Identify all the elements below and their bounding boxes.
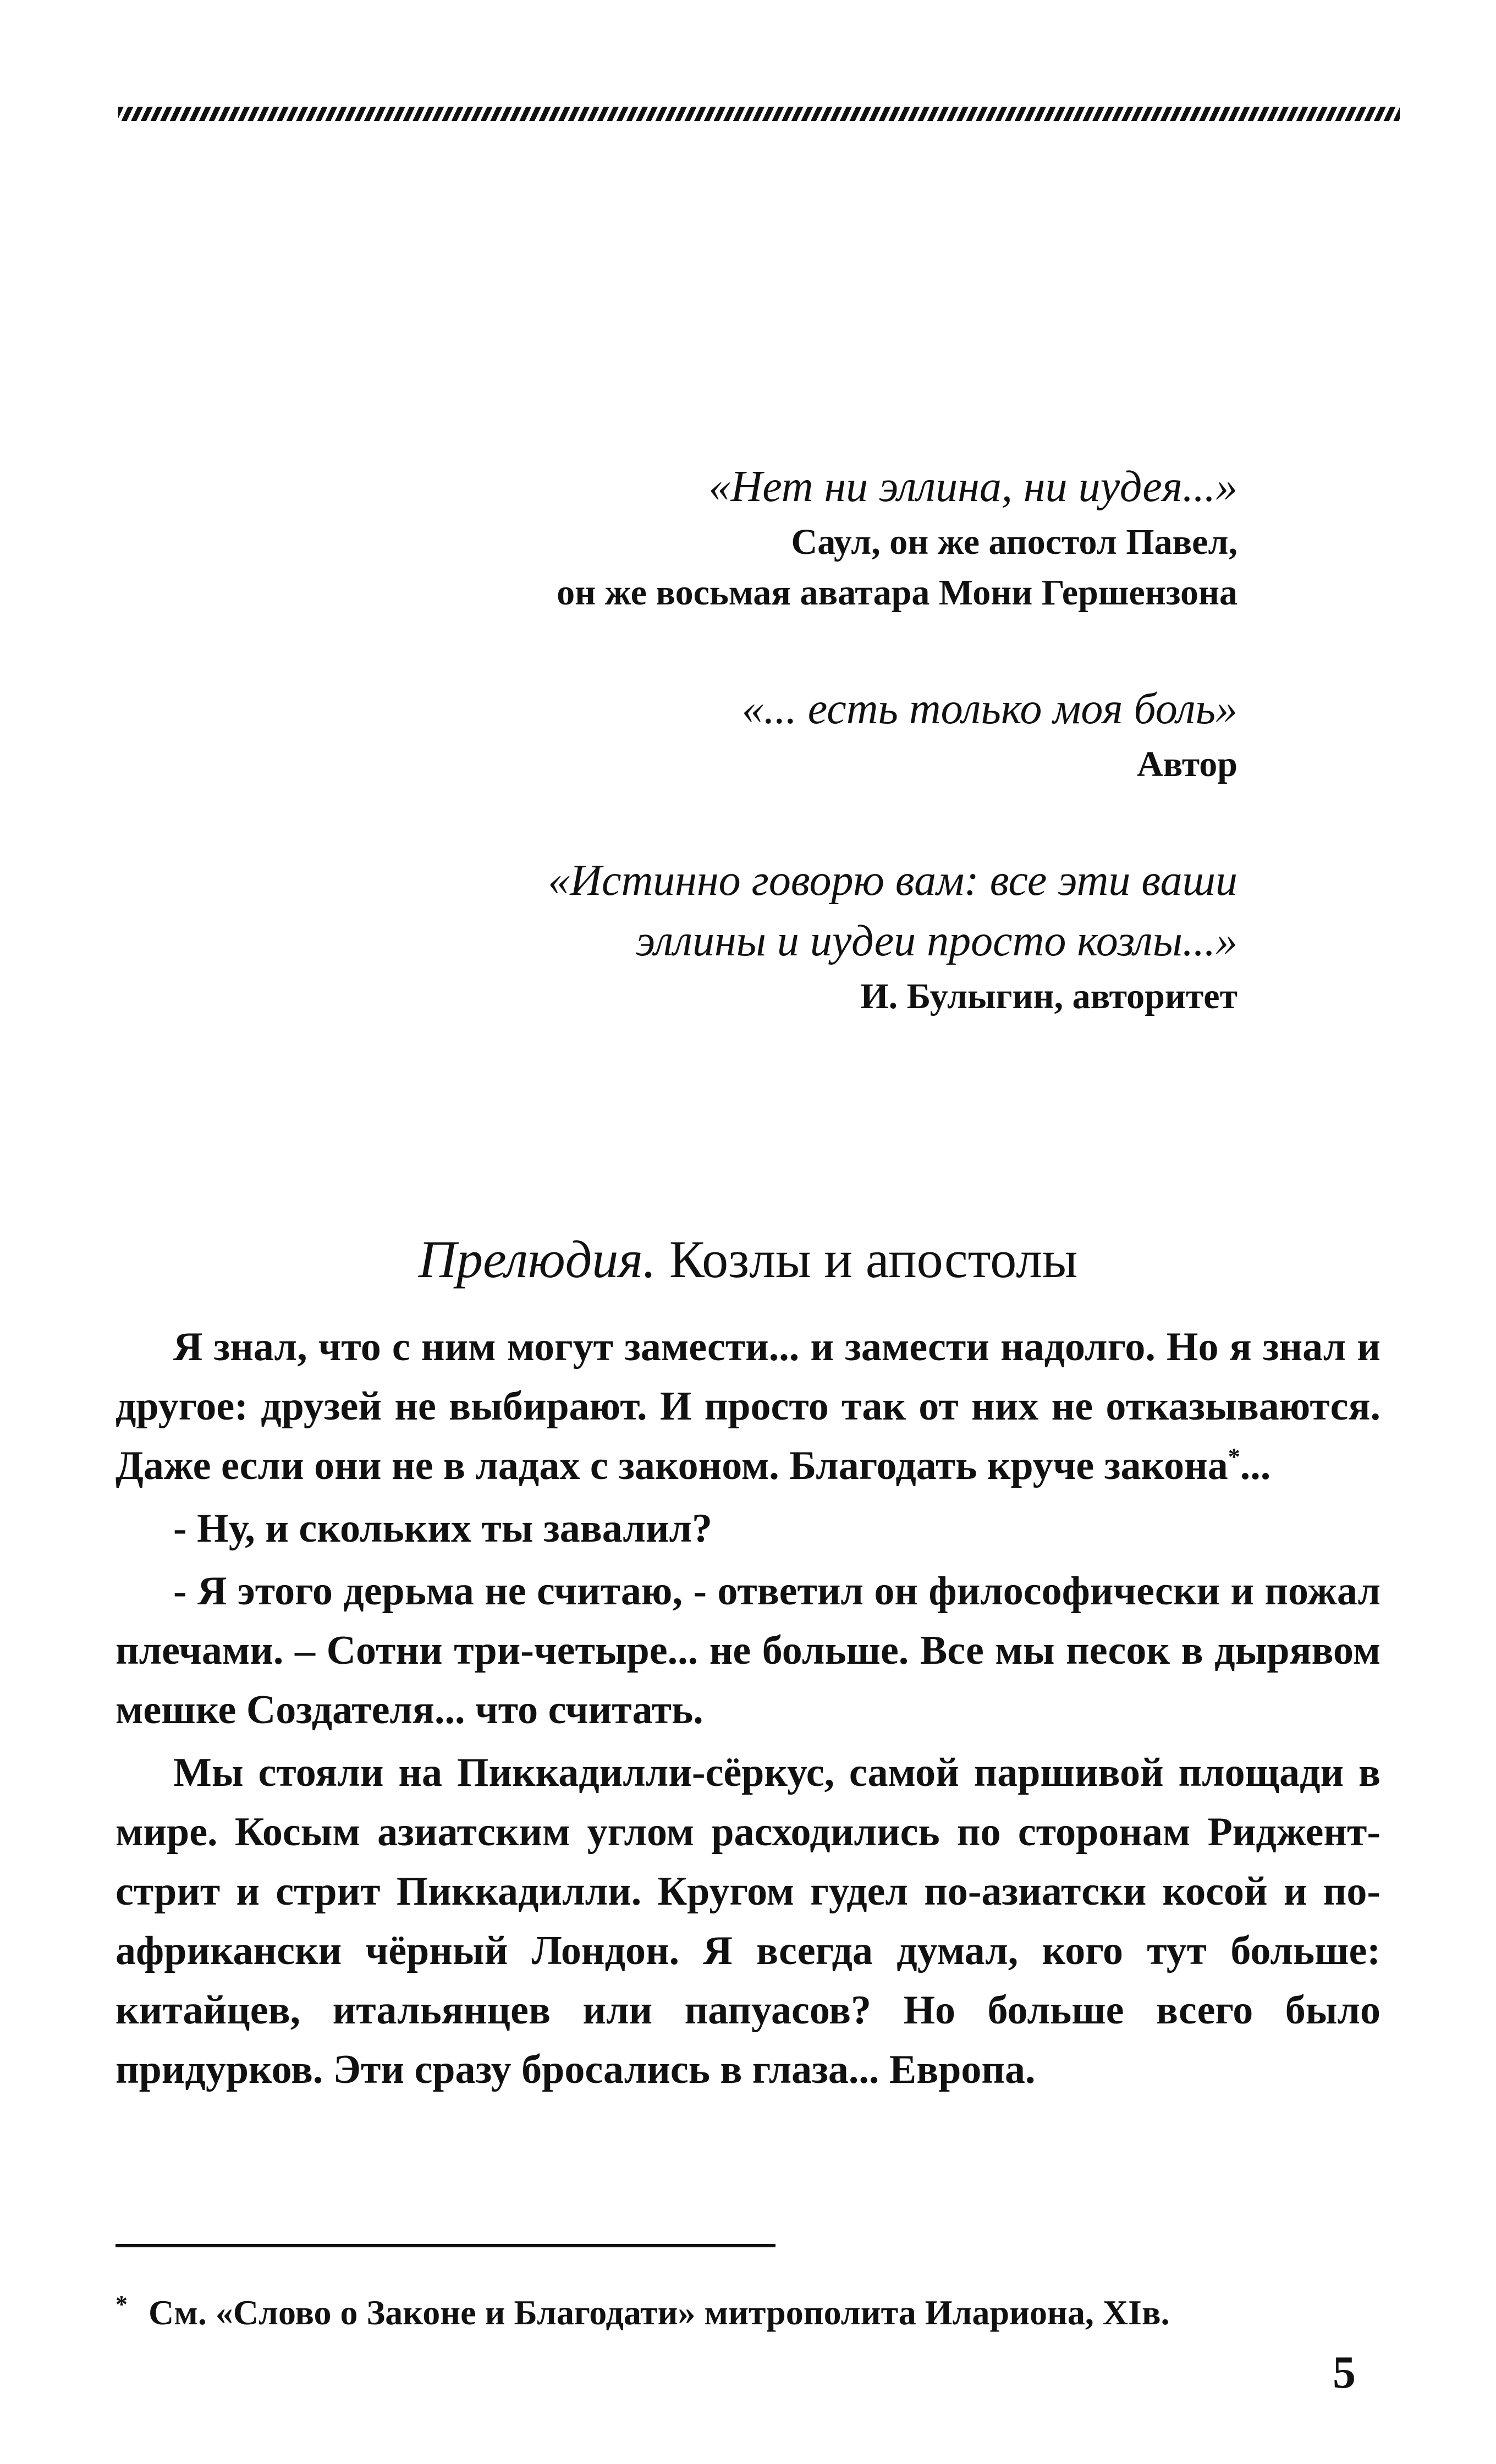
epigraph-quote: «Истинно говорю вам: все эти ваши bbox=[548, 856, 1238, 905]
epigraph-quote: «... есть только моя боль» bbox=[741, 685, 1238, 733]
page-number: 5 bbox=[1333, 2347, 1356, 2398]
footnote-reference: * bbox=[1228, 1443, 1240, 1470]
epigraph-attribution: Автор bbox=[1137, 744, 1238, 784]
epigraph-quote: «Нет ни эллина, ни иудея...» bbox=[708, 463, 1238, 511]
footnote-text: См. «Слово о Законе и Благодати» митрополита Илариона, XIв. bbox=[148, 2293, 1170, 2332]
top-decorative-rule bbox=[118, 107, 1400, 121]
epigraph-attribution: он же восьмая аватара Мони Гершензона bbox=[557, 573, 1238, 613]
paragraph-1 bbox=[116, 1317, 1380, 1495]
dialogue-line-1: - Ну, и скольких ты завалил? bbox=[173, 1506, 713, 1551]
chapter-title-text: Козлы и апостолы bbox=[669, 1230, 1078, 1289]
paragraph-text: ... bbox=[1240, 1443, 1271, 1488]
dialogue-line-2: - Я этого дерьма не считаю, - ответил он философически и пожал плечами. – Сотни три-четыре... не больше. Все мы песок в дырявом мешке Создателя... что считать. bbox=[116, 1569, 1380, 1733]
footnote-separator bbox=[116, 2244, 776, 2247]
epigraph-attribution: Саул, он же апостол Павел, bbox=[791, 522, 1238, 562]
epigraph-quote: эллины и иудеи просто козлы...» bbox=[635, 917, 1238, 965]
footnote-mark: * bbox=[116, 2291, 128, 2318]
epigraph-3 bbox=[248, 850, 1238, 1022]
paragraph-text: Я знал, что с ним могут замести... и замести надолго. Но я знал и другое: друзей не выбирают. И просто так от них не отказываются. Даже если они не в ладах с законом. Благодать круче закона bbox=[116, 1324, 1380, 1488]
chapter-title-italic: Прелюдия. bbox=[418, 1230, 656, 1289]
footnote bbox=[116, 2282, 1380, 2335]
epigraphs bbox=[248, 457, 1238, 1082]
epigraph-1 bbox=[248, 457, 1238, 618]
paragraph-2: Мы стояли на Пиккадилли-сёркус, самой паршивой площади в мире. Косым азиатским углом расходились по сторонам Риджент-стрит и стрит Пиккадилли. Кругом гудел по-азиатски косой и по-африкански чёрный Лондон. Я всегда думал, кого тут больше: китайцев, итальянцев или папуасов? Но больше всего было придурков. Эти сразу бросались в глаза... Европа. bbox=[116, 1750, 1380, 2092]
epigraph-2 bbox=[248, 679, 1238, 790]
epigraph-attribution: И. Булыгин, авторитет bbox=[860, 976, 1238, 1016]
body-text bbox=[116, 1317, 1380, 2103]
chapter-title bbox=[0, 1226, 1496, 1292]
